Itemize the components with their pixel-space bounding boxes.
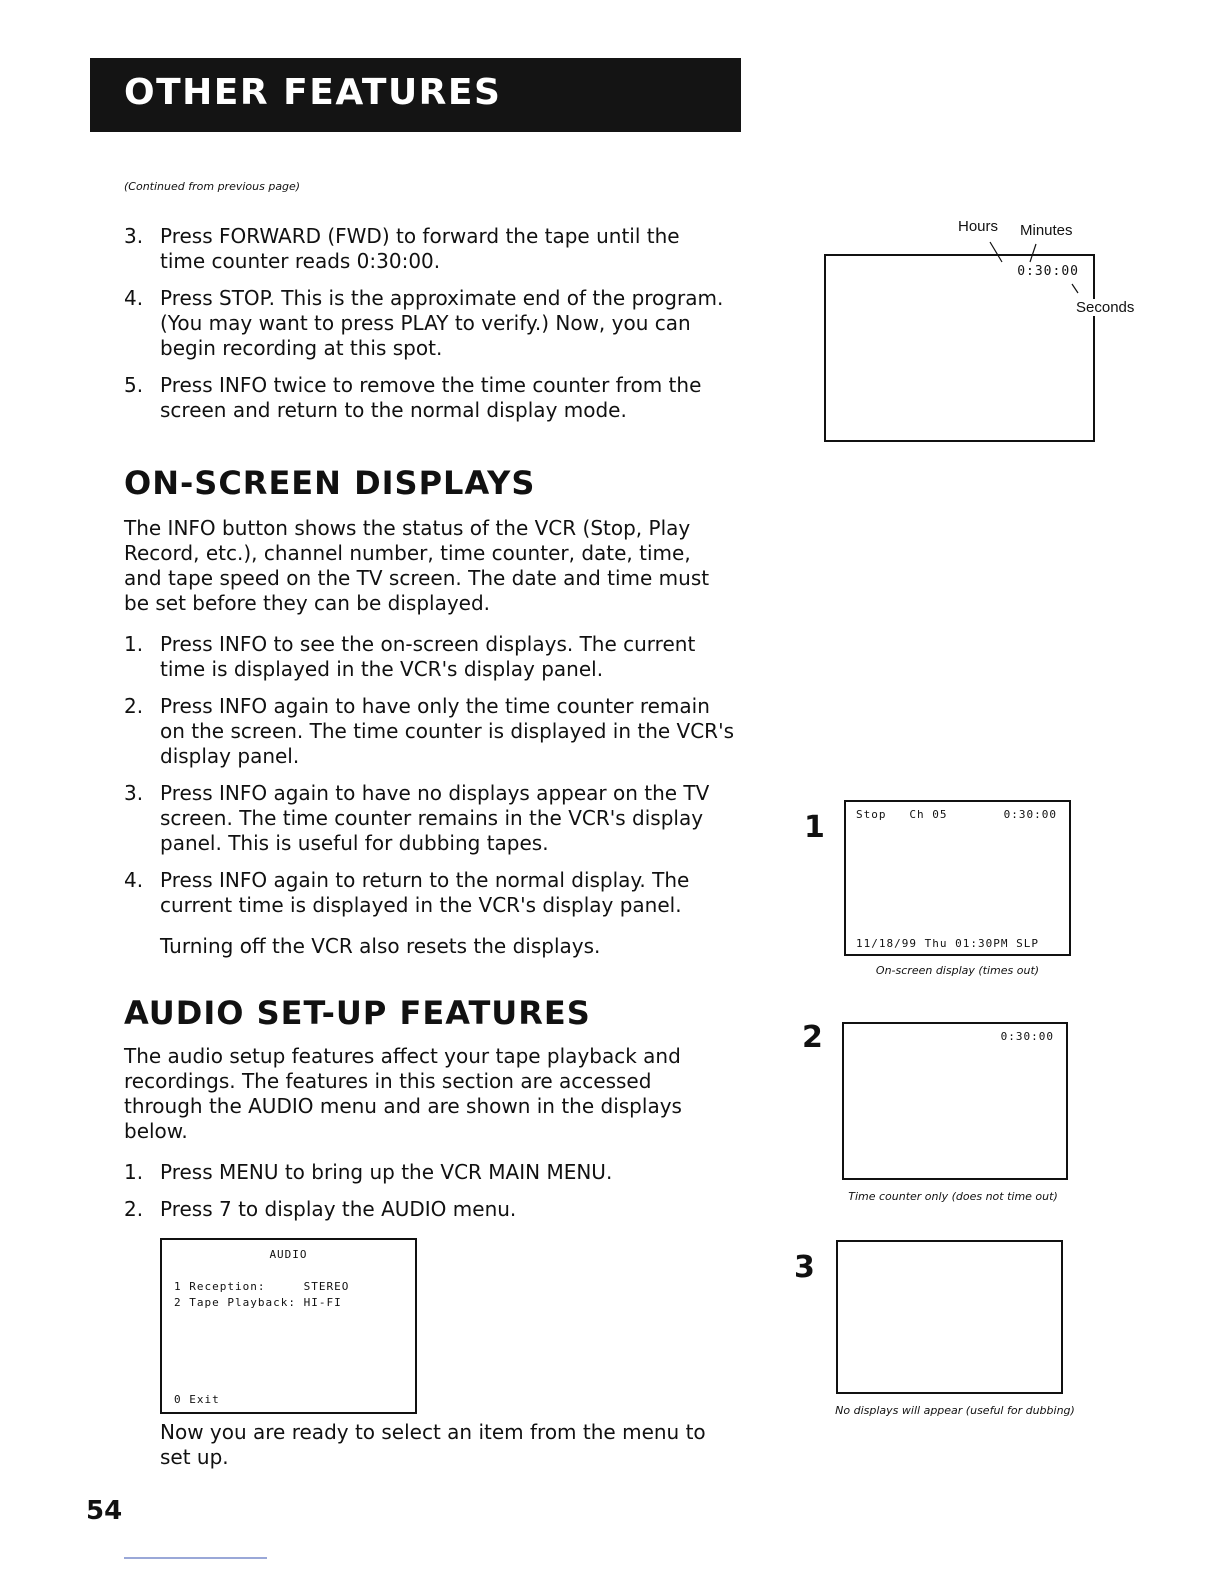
audio-menu-screen [160, 1238, 417, 1414]
page-number: 54 [86, 1496, 123, 1526]
counter-reading: 0:30:00 [1017, 264, 1079, 279]
display-caption: No displays will appear (useful for dubbing) [835, 1404, 1075, 1417]
display-screen-1 [844, 800, 1071, 956]
list-item [124, 373, 730, 423]
time-counter-text: 0:30:00 [1000, 1030, 1054, 1043]
list-item [124, 1160, 730, 1185]
list-item [124, 1197, 730, 1222]
continued-note: (Continued from previous page) [124, 180, 301, 193]
onscreen-note: Turning off the VCR also resets the displays. [160, 934, 601, 958]
list-item [124, 868, 740, 918]
audio-steps-list [124, 1160, 730, 1234]
step-text: Press STOP. This is the approximate end of the program. (You may want to press PLAY to verify.) Now, you can begin recording at this spot. [160, 286, 724, 360]
display-screen-3 [836, 1240, 1063, 1394]
menu-item-tape-playback: 2 Tape Playback: HI-FI [174, 1296, 342, 1309]
hours-pointer [990, 242, 1002, 262]
step-number: 1. [124, 632, 144, 656]
menu-item-reception: 1 Reception: STEREO [174, 1280, 350, 1293]
step-text: Press 7 to display the AUDIO menu. [160, 1197, 517, 1221]
onscreen-steps-list [124, 632, 740, 930]
step-text: Press INFO again to have only the time counter remain on the screen. The time counter is displayed in the VCR's display panel. [160, 694, 734, 768]
step-text: Press INFO again to return to the normal display. The current time is displayed in the VCR's display panel. [160, 868, 690, 917]
figure-number: 1 [804, 810, 825, 845]
seconds-pointer [1072, 284, 1078, 293]
date-time-speed-text: 11/18/99 Thu 01:30PM SLP [856, 937, 1039, 950]
step-text: Press INFO twice to remove the time counter from the screen and return to the normal display mode. [160, 373, 702, 422]
figure-number: 2 [802, 1020, 823, 1055]
step-number: 4. [124, 868, 144, 892]
step-number: 2. [124, 1197, 144, 1221]
onscreen-intro: The INFO button shows the status of the VCR (Stop, Play Record, etc.), channel number, time counter, date, time, and tape speed on the TV screen. The date and time must be set before they can be displayed. [124, 516, 710, 615]
time-counter-text: 0:30:00 [1003, 808, 1057, 821]
display-screen-2 [842, 1022, 1068, 1180]
counter-pointer-lines [0, 0, 1224, 330]
step-number: 2. [124, 694, 144, 718]
display-caption: On-screen display (times out) [875, 964, 1040, 977]
minutes-label: Minutes [1020, 222, 1073, 239]
audio-intro: The audio setup features affect your tape playback and recordings. The features in this section are accessed through the AUDIO menu and are shown in the displays below. [124, 1044, 682, 1143]
minutes-pointer [1030, 244, 1036, 262]
onscreen-heading: ON-SCREEN DISPLAYS [124, 464, 536, 502]
section-title: OTHER FEATURES [124, 72, 502, 113]
seconds-label: Seconds [1076, 299, 1135, 316]
menu-item-exit: 0 Exit [174, 1393, 220, 1406]
list-item [124, 632, 740, 682]
step-number: 4. [124, 286, 144, 310]
step-text: Press INFO to see the on-screen displays. The current time is displayed in the VCR's display panel. [160, 632, 696, 681]
step-number: 1. [124, 1160, 144, 1184]
audio-heading: AUDIO SET-UP FEATURES [124, 994, 591, 1032]
list-item [124, 694, 740, 769]
status-channel-text: Stop Ch 05 [856, 808, 948, 821]
display-caption: Time counter only (does not time out) [848, 1190, 1058, 1203]
audio-menu-title: AUDIO [269, 1248, 308, 1261]
step-number: 5. [124, 373, 144, 397]
step-text: Press INFO again to have no displays appear on the TV screen. The time counter remains in the VCR's display panel. This is useful for dubbing tapes. [160, 781, 710, 855]
audio-closing: Now you are ready to select an item from the menu to set up. [160, 1420, 706, 1469]
list-item [124, 781, 740, 856]
step-text: Press FORWARD (FWD) to forward the tape until the time counter reads 0:30:00. [160, 224, 680, 273]
step-text: Press MENU to bring up the VCR MAIN MENU. [160, 1160, 613, 1184]
step-number: 3. [124, 781, 144, 805]
hours-label: Hours [958, 218, 999, 235]
figure-number: 3 [794, 1250, 815, 1285]
footer-rule [124, 1557, 267, 1559]
step-number: 3. [124, 224, 144, 248]
